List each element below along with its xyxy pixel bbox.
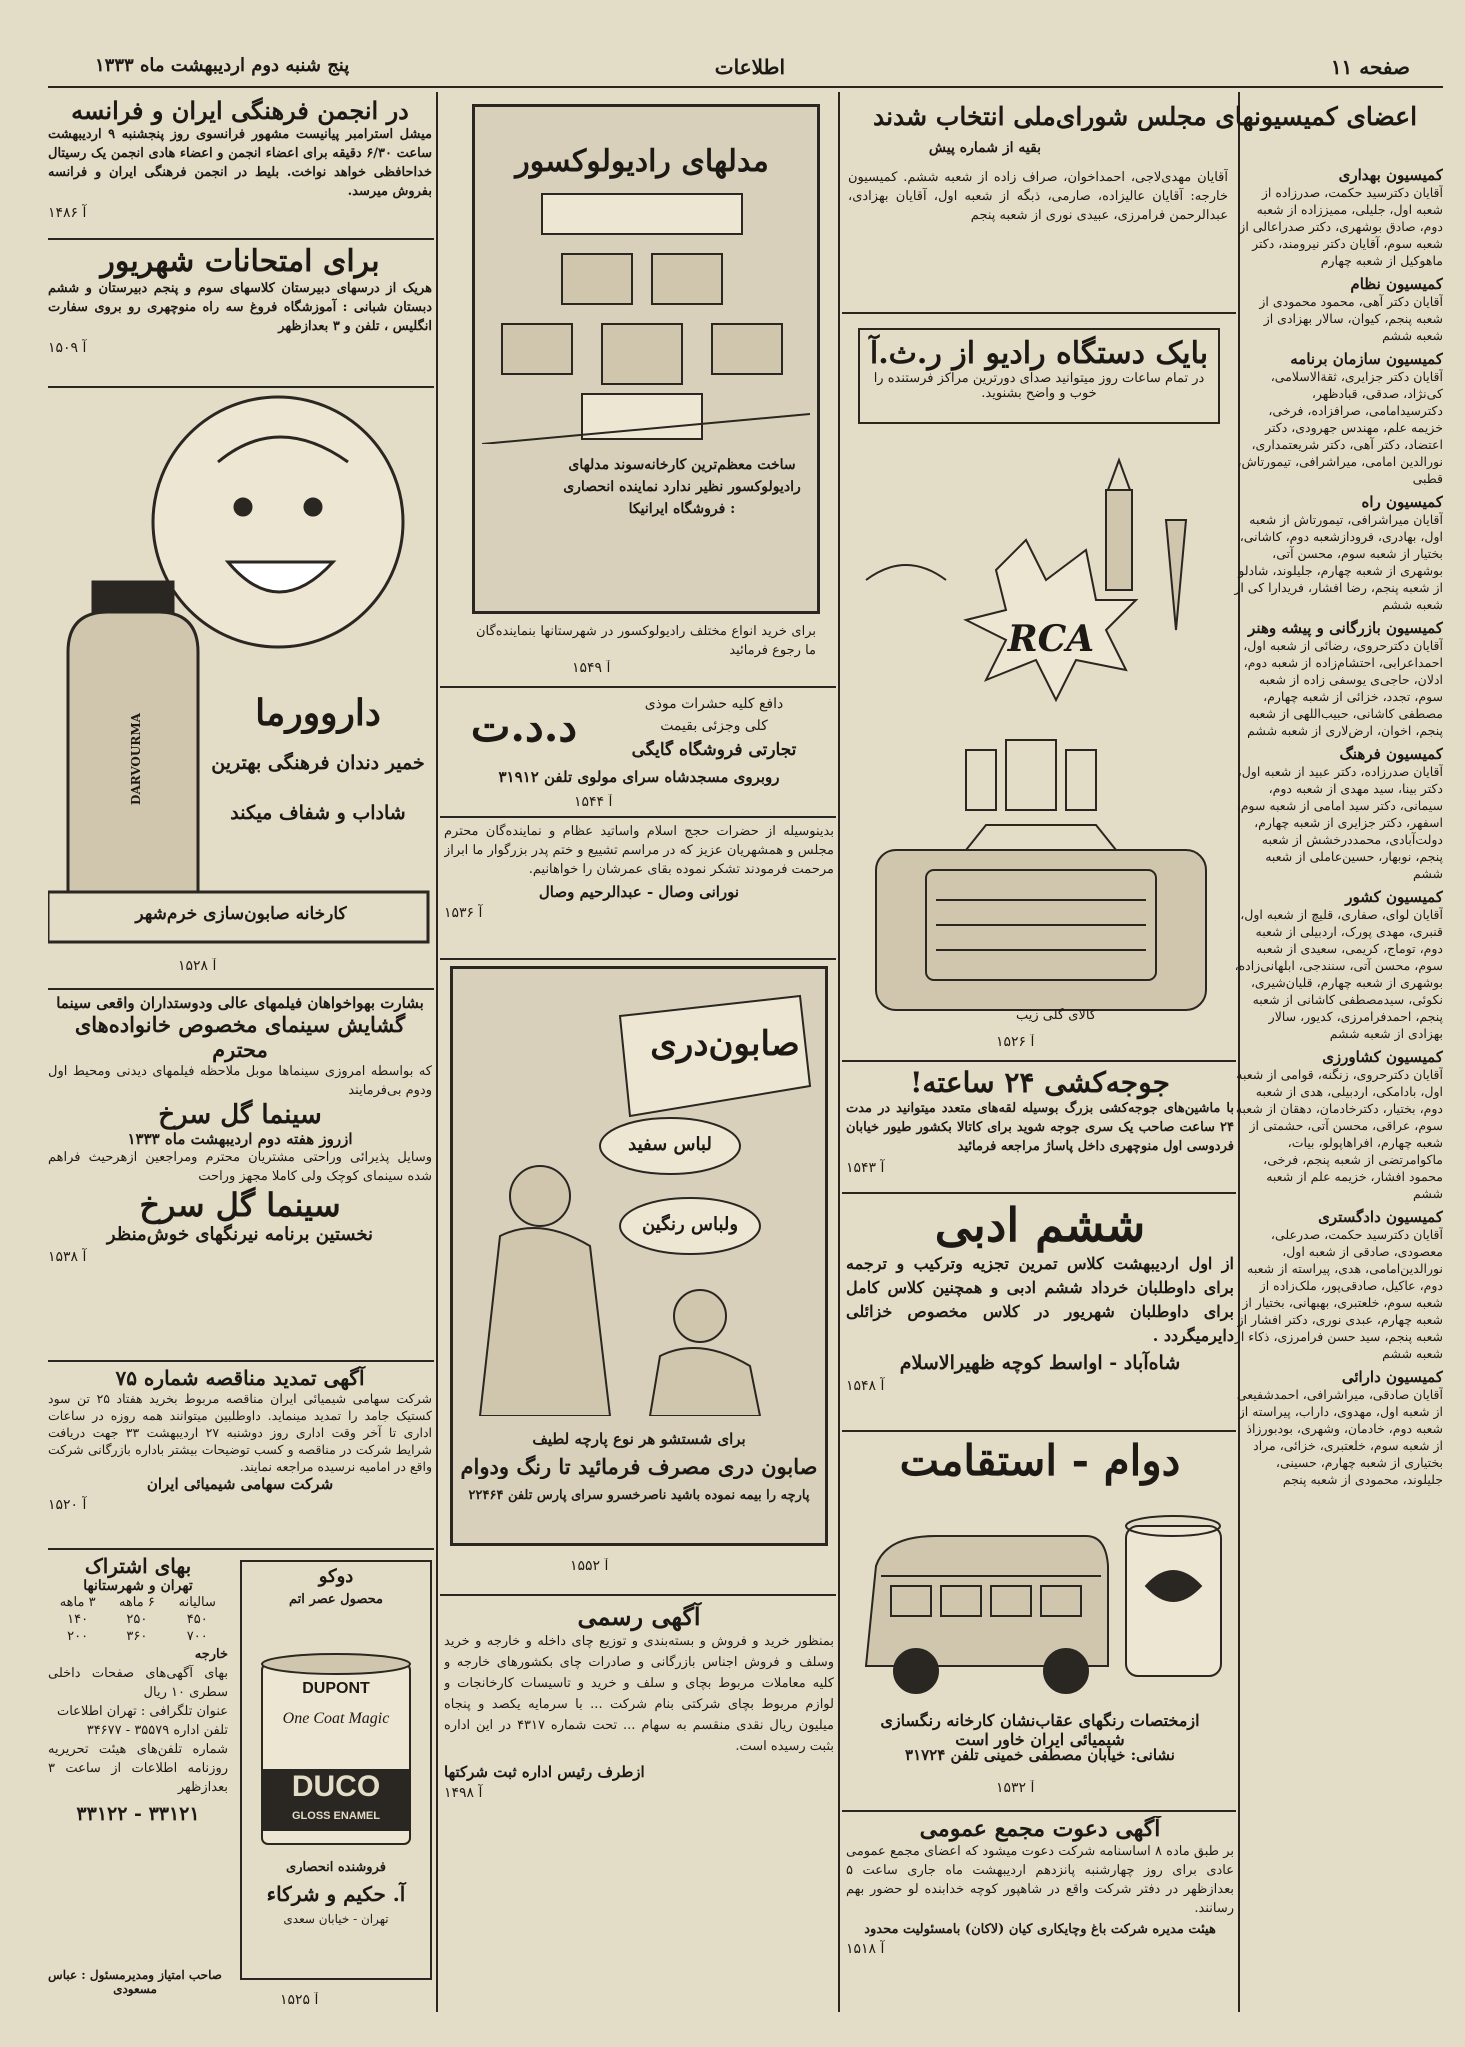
subscription-foreign: خارجه: [194, 1647, 228, 1662]
section-rule: [440, 686, 836, 688]
commission-members: آقایان دکتر جزایری، ثقةالاسلامی، کی‌نژاد، صدقی، قبادظهر، دکترسیدامامی، صرافزاده، فرخی، خزیمه علم، مهندس جهرودی، دکتر اعتضاد، دکتر آهی، دکتر شریعتمداری، نورالدین امامی، میراشرافی، تیمورتاش، قطبی: [1237, 369, 1443, 486]
duco-address: تهران - خیابان سعدی: [283, 1912, 389, 1926]
literary-title: ششم ادبی: [934, 1198, 1146, 1252]
commission-title: کمیسیون سازمان برنامه: [1290, 350, 1443, 368]
commission-title: کمیسیون کشور: [1345, 888, 1443, 906]
can-brand: DUPONT: [302, 1680, 370, 1697]
franco-iran-notice: [48, 96, 432, 236]
dari-soap-ad: [450, 966, 828, 1586]
cinema-subtitle: گشایش سینمای مخصوص خانواده‌های محترم: [74, 1012, 406, 1062]
ad-code: آ ۱۴۸۶: [48, 205, 87, 221]
commission-block: [1233, 745, 1443, 882]
cinema-program: نخستین برنامه نیرنگهای خوش‌منظر: [106, 1224, 374, 1245]
toothpaste-tagline-1: خمیر دندان فرهنگی بهترین: [211, 752, 425, 774]
toothpaste-illustration: [48, 392, 434, 952]
column-rule-left: [436, 92, 438, 2012]
soap-bubble-white: لباس سفید: [628, 1134, 712, 1155]
thanks-notice: [444, 822, 834, 952]
ad-code: آ ۱۵۱۸: [846, 1941, 885, 1957]
section-rule: [440, 1594, 836, 1596]
continued-note: بقیه از شماره پیش: [928, 140, 1042, 156]
section-rule: [48, 238, 434, 240]
cinema-title: بشارت بهواخواهان فیلمهای عالی ودوستداران واقعی سینما: [56, 994, 424, 1012]
subscription-box: [48, 1554, 228, 1994]
soap-footer-3: پارچه را بیمه نموده باشید ناصرخسرو سرای پارس تلفن ۲۲۴۶۴: [468, 1488, 810, 1503]
commissions-headline: اعضای کمیسیونهای مجلس شورای‌ملی انتخاب شدند: [872, 102, 1418, 131]
table-header: ۳ ماهه: [59, 1595, 96, 1610]
commission-title: کمیسیون بازرگانی و پیشه وهنر: [1248, 619, 1443, 637]
section-rule: [842, 1810, 1236, 1812]
meeting-title: آگهی دعوت مجمع عمومی: [919, 1816, 1161, 1842]
soap-bubble-color: ولباس رنگین: [641, 1214, 739, 1235]
ddt-ad: [444, 692, 834, 812]
ad-code: آ ۱۵۲۶: [996, 1034, 1035, 1050]
table-row: ۷۰۰ ۳۶۰ ۲۰۰: [67, 1629, 208, 1644]
ddt-title: د.د.ت: [470, 702, 578, 751]
section-rule: [48, 988, 434, 990]
commission-title: کمیسیون راه: [1361, 493, 1443, 511]
davam-title: دوام - استقامت: [899, 1436, 1181, 1485]
exams-body: هریک از درسهای دبیرستان کلاسهای سوم و پنجم دبیرستان و ششم دبستان شبانی : آموزشگاه فروغ سه راه منوچهری رو بروی سفارت انگلیس ، تلفن و ۳ بعدازظهر: [48, 281, 432, 334]
header-rule: [48, 86, 1443, 88]
rca-subtitle: در تمام ساعات روز میتوانید صدای دورترین مراکز فرستنده را خوب و واضح بشنوید.: [873, 371, 1205, 401]
cinema-ad: [48, 994, 432, 1356]
rca-radio-ad: [846, 318, 1234, 1058]
ad-code: آ ۱۵۴۹: [572, 660, 611, 676]
duco-tagline: محصول عصر اتم: [289, 1592, 383, 1607]
commission-block: [1233, 888, 1443, 1042]
ddt-line2: کلی وجزئی بقیمت: [660, 718, 768, 734]
commission-block: [1233, 493, 1443, 613]
ad-code: آ ۱۵۵۲: [570, 1558, 609, 1574]
section-rule: [842, 1060, 1236, 1062]
commission-members: آقایان دکترحروی، زنگنه، قوامی از شعبه اول، بادامکی، اردبیلی، هدی از شعبه دوم، بختیار، دکترخادمان، دهقان از شعبه سوم، عراقی، محسن آتی، حشمتی از شعبه چهارم، افراهاپولو، بیات، ماکوامرتضی از شعبه پنجم، فرخی، محمود افشار، خزیمه علم از شعبه ششم: [1235, 1067, 1443, 1201]
commission-block: [1233, 350, 1443, 487]
tube-brand: DARVOURMA: [129, 713, 143, 805]
literary-class-ad: [846, 1198, 1234, 1426]
duco-paint-ad: [240, 1560, 432, 2020]
radiolux-footer: برای خرید انواع مختلف رادیولوکسور در شهرستانها بنماینده‌گان ما رجوع فرمائید: [476, 624, 816, 658]
commission-members: آقایان دکترسید حکمت، صدرعلی، معصودی، صادقی از شعبه اول، نورالدین‌امامی، هدی، پیراسته از شعبه دوم، عاکیل، صادقی‌پور، ملک‌زاده از شعبه سوم، خلعتبری، بهبهانی، بختیار از شعبه چهارم، عبدی نوری، دکتر افشار از شعبه پنجم، سید حسن فرامرزی، ذکاء از شعبه ششم: [1234, 1227, 1443, 1361]
rca-title: بایک دستگاه رادیو از ر.ث.آ: [869, 336, 1209, 371]
commission-members: آقایان صدرزاده، دکتر عبید از شعبه اول، دکتر بینا، سید مهدی از شعبه دوم، سیمانی، دکتر سید امامی از شعبه سوم، اسفهر، دکتر جزایری از شعبه چهارم، دولت‌آبادی، محمددرخشش از شعبه پنجم، نوبهار، حسین‌عاملی از شعبه ششم: [1236, 764, 1443, 881]
table-header: سالیانه: [178, 1595, 216, 1610]
radiolux-caption: ساخت معظم‌ترین کارخانه‌سوند مدلهای رادیولوکسور نظیر ندارد نماینده انحصاری : فروشگاه ایرانیکا: [563, 457, 801, 517]
commission-block: [1233, 1048, 1443, 1202]
ad-code: آ ۱۵۴۳: [846, 1160, 885, 1176]
newspaper-name: اطلاعات: [714, 55, 785, 79]
subscription-note: شماره تلفن‌های هیئت تحریریه روزنامه اطلاعات از ساعت ۳ بعدازظهر: [48, 1742, 228, 1795]
ddt-line3: تجارتی فروشگاه گایگی: [631, 740, 797, 760]
section-rule: [842, 1192, 1236, 1194]
can-line-3: GLOSS ENAMEL: [291, 1810, 380, 1822]
ad-code: آ ۱۵۲۵: [280, 1992, 319, 2008]
subscription-title: بهای اشتراک: [84, 1554, 192, 1578]
section-rule: [440, 816, 836, 818]
radiolux-title: مدلهای رادیولوکسور: [515, 144, 769, 179]
cinema-body-2: وسایل پذیرائی وراحتی مشتریان محترم ومراجعین ازهرحیث فراهم شده سینمای کوچک ولی کاملا مجهز وراحت: [48, 1150, 432, 1184]
publisher-line: صاحب امتیاز ومدیرمسئول : عباس مسعودی: [48, 1968, 222, 1996]
tender-body: شرکت سهامی شیمیائی ایران مناقصه مربوط بخرید هفتاد ۲۵ تن سود کستیک جامد را تمدید مینماید. داوطلبین میتوانند همه روزه در ساعات اداری تا آخر وقت اداری روز دوشنبه ۲۷ اردیبهشت ۳۳ جهت دریافت شرایط شرکت در مناقصه و کسب توضیحات بیشتر باداره بازرگانی شرکت واقع در امامیه نرسیده مراجعه نمایند.: [48, 1391, 432, 1474]
rca-brand: RCA: [1007, 618, 1095, 660]
duco-title: دوکو: [318, 1566, 354, 1587]
radiolux-ad: [472, 104, 820, 684]
ad-code: آ ۱۴۹۸: [444, 1785, 483, 1801]
table-row: ۴۵۰ ۲۵۰ ۱۴۰: [67, 1612, 208, 1627]
general-meeting-ad: [846, 1816, 1234, 2016]
commission-block: [1233, 275, 1443, 344]
commission-block: [1233, 619, 1443, 739]
ad-code: آ ۱۵۳۲: [996, 1780, 1035, 1796]
official-notice: [444, 1602, 834, 2012]
commission-title: کمیسیون بهداری: [1338, 166, 1443, 184]
page-number: صفحه ۱۱: [1330, 55, 1410, 79]
commission-members: آقایان میراشرافی، تیمورتاش از شعبه اول، بهادری، فرودازشعبه دوم، کاشانی، بختیار از شعبه سوم، محسن آتی، بوشهری از شعبه چهارم، جلیلوند، شادلو از شعبه پنجم، رضا افشار، فریدارا کی از شعبه ششم: [1234, 512, 1443, 612]
table-header: ۶ ماهه: [118, 1595, 155, 1610]
subscription-phones: تلفن اداره ۳۵۵۷۹ - ۳۴۶۷۷: [86, 1723, 228, 1738]
commission-members: آقایان لوای، صفاری، قلیچ از شعبه اول، قنبری، مهدی پورک، اردبیلی از شعبه دوم، توماج، کریمی، سعیدی از شعبه سوم، محسن آتی، سنندجی، ابلهانی‌زاده، بوشهری از شعبه چهارم، قلیان‌شیری، نکوئی، سیدمصطفی کاشانی از شعبه پنجم، احمدفرامرزی، کدیور، سالار بهزادی از شعبه ششم: [1234, 907, 1443, 1041]
column-rule-right: [838, 92, 840, 2012]
toothpaste-ad: [48, 392, 434, 984]
subscription-table: [48, 1594, 228, 1645]
ad-code: آ ۱۵۴۸: [846, 1378, 885, 1394]
section-rule: [48, 386, 434, 388]
commission-title: کمیسیون کشاورزی: [1322, 1048, 1443, 1066]
ad-code: آ ۱۵۳۶: [444, 905, 483, 921]
rca-headline-box: [858, 328, 1220, 424]
issue-date: پنج شنبه دوم اردیبهشت ماه ۱۳۳۳: [95, 55, 350, 76]
cinema-date: ازروز هفته دوم اردیبهشت ماه ۱۳۳۳: [127, 1130, 353, 1148]
duco-seller: فروشنده انحصاری: [286, 1860, 386, 1875]
section-rule: [842, 1430, 1236, 1432]
duco-seller-name: آ. حکیم و شرکاء: [266, 1882, 406, 1906]
section-rule: [48, 1548, 434, 1550]
bus-and-can-illustration: [846, 1496, 1234, 1706]
meeting-body: بر طبق ماده ۸ اساسنامه شرکت دعوت میشود که اعضای مجمع عمومی عادی برای روز چهارشنبه پانزدهم اردیبهشت ماه جاری ساعت ۵ بعدازظهر در دفتر شرکت واقع در شاهپور کوچه خدابنده لو حضور بهم رسانند.: [846, 1844, 1234, 1916]
toothpaste-tagline-2: شاداب و شفاف میکند: [230, 802, 406, 824]
commission-title: کمیسیون فرهنگ: [1339, 745, 1443, 763]
soap-footer-1: برای شستشو هر نوع پارچه لطیف: [532, 1430, 746, 1448]
franco-body: میشل استرامبر پیانیست مشهور فرانسوی روز پنجشنبه ۹ اردیبهشت ساعت ۶/۳۰ دقیقه برای اعضاء انجمن و اعضاء هادی انجمن یک رسیتال خداحافظی خواهد نواخت. بلیط در انجمن فرهنگی ایران و فرانسه بفروش میرسد.: [48, 127, 432, 199]
exams-title: برای امتحانات شهریور: [100, 244, 380, 279]
ad-code: آ ۱۵۰۹: [48, 340, 87, 356]
soap-footer-2: صابون دری مصرف فرمائید تا رنگ ودوام: [460, 1454, 818, 1479]
literary-body: از اول اردیبهشت کلاس تمرین تجزیه وترکیب و ترجمه برای داوطلبان خرداد ششم ادبی و همچنین کلاس کامل برای داوطلبان شهریور در کلاس مخصوص خزائلی دایرمیگردد .: [846, 1254, 1234, 1345]
franco-title: در انجمن فرهنگی ایران و فرانسه: [71, 96, 409, 125]
commission-block: [1233, 1368, 1443, 1488]
commission-members: آقایان صادقی، میراشرافی، احمدشفیعی از شعبه اول، مهدوی، داراب، پیراسته از شعبه دوم، خادمان، وشهری، بودبورزاذ از شعبه سوم، خلعتبری، خزائی، مراد بختیاری از شعبه چهارم، حسینی، جلیلوند، محمودی از شعبه پنجم: [1236, 1387, 1443, 1487]
soap-title: صابون‌دری: [650, 1024, 800, 1064]
chicks-title: جوجه‌کشی ۲۴ ساعته!: [910, 1066, 1170, 1099]
thanks-signature: نورانی وصال - عبدالرحیم وصال: [538, 883, 740, 901]
commission-block: [1233, 1208, 1443, 1362]
ddt-address: روبروی مسجدشاه سرای مولوی تلفن ۳۱۹۱۲: [498, 768, 780, 786]
rca-illustration: [846, 430, 1234, 1030]
tender-title: آگهی تمدید مناقصه شماره ۷۵: [115, 1366, 365, 1390]
subscription-ads: بهای آگهی‌های صفحات داخلی سطری ۱۰ ریال: [48, 1666, 228, 1700]
official-title: آگهی رسمی: [577, 1602, 701, 1631]
commission-title: کمیسیون دارائی: [1341, 1368, 1443, 1386]
davam-body: ازمختصات رنگهای عقاب‌نشان کارخانه رنگسازی شیمیائی ایران خاور است: [880, 1711, 1200, 1749]
commission-title: کمیسیون دادگستری: [1318, 1208, 1443, 1226]
paint-davam-ad: [846, 1436, 1234, 1806]
literary-address: شاه‌آباد - اواسط کوچه ظهیرالاسلام: [899, 1352, 1181, 1374]
subscription-city: تهران و شهرستانها: [83, 1578, 193, 1594]
ad-code: آ ۱۵۴۴: [574, 794, 613, 810]
rca-seller: کالای گلی زیب: [1016, 1008, 1096, 1023]
chick-incubator-ad: [846, 1066, 1234, 1188]
davam-address: نشانی: خیابان مصطفی خمینی تلفن ۳۱۷۲۴: [905, 1746, 1175, 1764]
subscription-address: عنوان تلگرافی : تهران اطلاعات: [56, 1704, 228, 1719]
commission-members: آقایان دکترسید حکمت، صدرزاده از شعبه اول، جلیلی، ممیززاده از شعبه دوم، صادق بوشهری، دکتر صدراعالی از شعبه سوم، آقایان دکتر نیرومند، دکتر ماهوکیل از شعبه چهارم: [1239, 185, 1443, 268]
cinema-body: که بواسطه امروزی سینماها موبل ملاحظه فیلمهای دیدنی ومحیط اول ودوم بی‌فرمایند: [48, 1064, 432, 1098]
foreign-committee-text: آقایان مهدی‌لاجی، احمداخوان، صراف زاده از شعبه ششم. کمیسیون خارجه: آقایان عالیزاده، صارمی، ذبگه از شعبه اول، آقایان بهزادی، عبدالرحمن فرامرزی، عبیدی نوری از شعبه پنجم: [848, 170, 1228, 223]
ad-code: آ ۱۵۳۸: [48, 1249, 87, 1265]
can-line-1: One Coat Magic: [282, 1710, 390, 1727]
cinema-name-2: سینما گل سرخ: [139, 1186, 341, 1224]
section-rule: [842, 312, 1236, 314]
commission-members: آقایان دکترحروی، رضائی از شعبه اول، احمداعرابی، احتشام‌زاده از شعبه دوم، ادلان، حاجی‌ی یوسفی زاده از شعبه سوم، تجدد، خزائی از شعبه چهارم، مصطفی کاشانی، حبیب‌اللهی از شعبه پنجم، اخوان، ارض‌لاری از شعبه ششم: [1243, 638, 1443, 738]
commission-title: کمیسیون نظام: [1350, 275, 1443, 293]
exam-class-ad: [48, 244, 432, 382]
commission-members: آقایان دکتر آهی، محمود محمودی از شعبه پنجم، کیوان، سالار بهزادی از شعبه ششم: [1259, 294, 1443, 343]
subscription-numbers: ۳۳۱۲۱ - ۳۳۱۲۲: [76, 1803, 200, 1825]
section-rule: [48, 1360, 434, 1362]
official-signature: ازطرف رئیس اداره ثبت شرکتها: [444, 1763, 645, 1781]
toothpaste-maker: کارخانه صابون‌سازی خرم‌شهر: [135, 904, 347, 924]
section-rule: [440, 958, 836, 960]
can-line-2: DUCO: [291, 1770, 381, 1803]
official-body: بمنظور خرید و فروش و بسته‌بندی و توزیع چای داخله و خارجه و خرید وسلف و فروش اجناس بازرگانی و صادرات چای بکشورهای خارجه و کلیه معاملات مربوط بچای و سلف و خرید و تاسیسات کارخانجات و لوازم مربوط بچای شرکتی بنام شرکت ... با سرمایه یکصد و پنجاه میلیون ریال نقدی منقسم به سهام ... تحت شماره ۴۳۱۷ در این اداره بثبت رسیده است.: [444, 1634, 834, 1754]
meeting-signature: هیئت مدیره شرکت باغ وچایکاری کیان (لاکان) بامسئولیت محدود: [864, 1922, 1216, 1937]
ad-code: آ ۱۵۲۸: [178, 958, 217, 974]
commission-block: [1233, 166, 1443, 269]
cinema-name: سینما گل سرخ: [158, 1100, 322, 1130]
toothpaste-brand: داروورما: [255, 692, 381, 734]
commission-list: [1233, 160, 1443, 2020]
thanks-body: بدینوسیله از حضرات حجج اسلام واساتید عظام و نماینده‌گان محترم مجلس و همشهریان عزیز که در مراسم تشییع و ختم پدر بزرگوار ما ابراز مرحمت فرمودند تشکر نموده بقای عمرشان را خواهانیم.: [444, 824, 834, 877]
tender-extension-notice: [48, 1366, 432, 1542]
chicks-body: با ماشین‌های جوجه‌کشی بزرگ بوسیله لقه‌های متعدد میتوانید در مدت ۲۴ ساعت صاحب یک سری جوجه شوید برای کاتالا بکشور طیور خیابان فردوسی اول منوچهری داخل پاساژ مراجعه فرمائید: [846, 1101, 1234, 1154]
ddt-side: دافع کلیه حشرات موذی: [644, 696, 784, 712]
ad-code: آ ۱۵۲۰: [48, 1497, 87, 1513]
tender-signature: شرکت سهامی شیمیائی ایران: [146, 1475, 334, 1493]
